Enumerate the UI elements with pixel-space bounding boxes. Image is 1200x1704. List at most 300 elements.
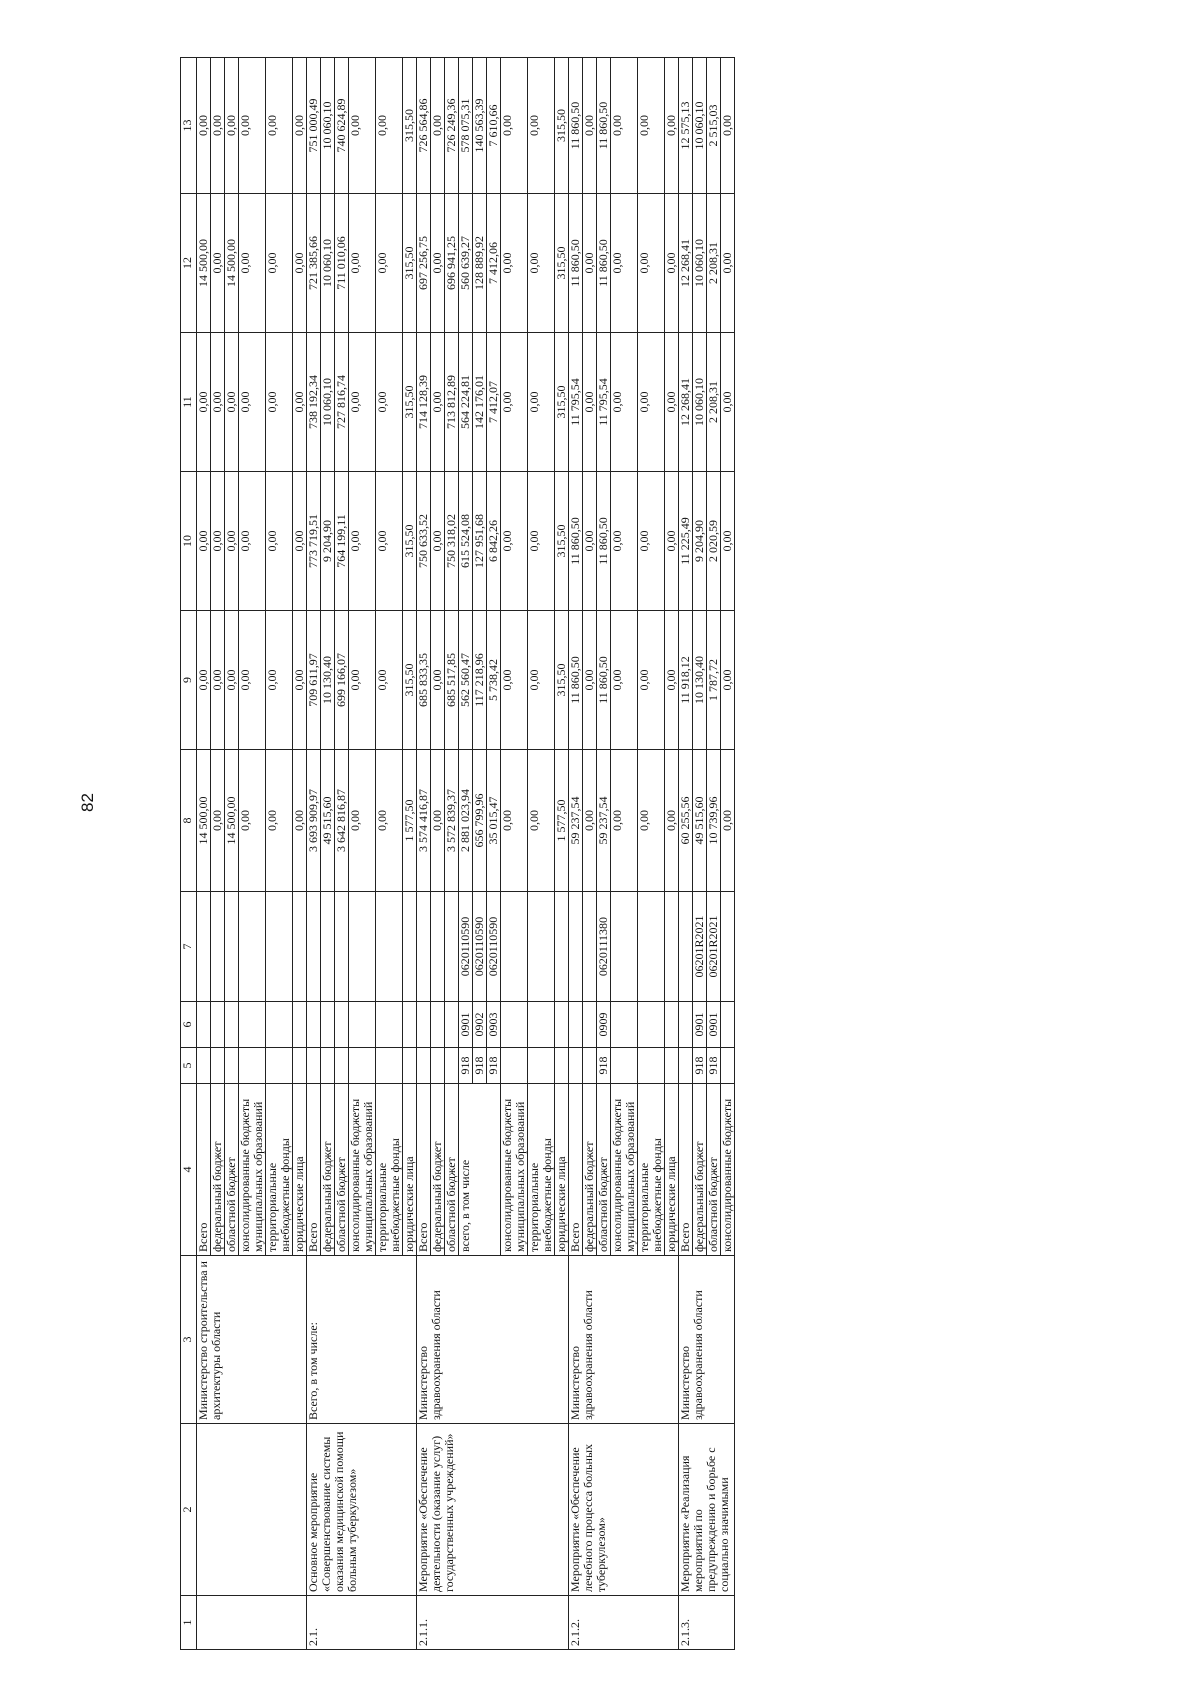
cell-c4: областной бюджет	[707, 1084, 721, 1256]
cell-c6	[431, 1002, 445, 1048]
cell-c8: 0,00	[665, 750, 679, 892]
cell-c4: федеральный бюджет	[321, 1084, 335, 1256]
cell-c10: 9 204,90	[693, 472, 707, 611]
cell-c11: 0,00	[266, 333, 293, 472]
cell-c10: 315,50	[555, 472, 569, 611]
cell-c13: 0,00	[239, 58, 266, 194]
cell-c5	[307, 1048, 321, 1084]
cell-c4: областной бюджет	[597, 1084, 611, 1256]
cell-c8: 0,00	[239, 750, 266, 892]
cell-c8: 2 881 023,94	[459, 750, 473, 892]
cell-c6	[376, 1002, 403, 1048]
cell-c5	[197, 1048, 211, 1084]
cell-c12: 560 639,27	[459, 194, 473, 333]
cell-c11: 12 268,41	[679, 333, 693, 472]
cell-c5	[403, 1048, 417, 1084]
rotated-table-page	[180, 58, 1056, 1650]
cell-c12: 315,50	[403, 194, 417, 333]
cell-c9: 10 130,40	[693, 611, 707, 750]
cell-c9: 0,00	[197, 611, 211, 750]
cell-c5	[445, 1048, 459, 1084]
cell-c9: 0,00	[638, 611, 665, 750]
cell-c9: 0,00	[293, 611, 307, 750]
cell-c13: 0,00	[665, 58, 679, 194]
cell-c8: 0,00	[349, 750, 376, 892]
cell-c1: 2.1.2.	[569, 1596, 679, 1650]
col-header: 6	[181, 1002, 197, 1048]
cell-c11: 11 795,54	[597, 333, 611, 472]
cell-c4: консолидированные бюджеты муниципальных образований	[501, 1084, 528, 1256]
cell-c10: 0,00	[266, 472, 293, 611]
col-header: 5	[181, 1048, 197, 1084]
cell-c9: 117 218,96	[473, 611, 487, 750]
cell-c7	[445, 892, 459, 1002]
cell-c3: Всего, в том числе:	[307, 1256, 417, 1424]
cell-c10: 6 842,26	[487, 472, 501, 611]
cell-c4: консолидированные бюджеты	[721, 1084, 735, 1256]
cell-c5	[321, 1048, 335, 1084]
cell-c10: 0,00	[611, 472, 638, 611]
page-number: 82	[78, 793, 97, 812]
cell-c2: Мероприятие «Обеспечение лечебного процесса больных туберкулезом»	[569, 1424, 679, 1596]
cell-c6	[307, 1002, 321, 1048]
cell-c9: 0,00	[225, 611, 239, 750]
cell-c8: 1 577,50	[403, 750, 417, 892]
cell-c8: 35 015,47	[487, 750, 501, 892]
cell-c8: 3 693 909,97	[307, 750, 321, 892]
col-header: 1	[181, 1596, 197, 1650]
cell-c9: 0,00	[611, 611, 638, 750]
cell-c4: юридические лица	[293, 1084, 307, 1256]
cell-c5: 918	[597, 1048, 611, 1084]
cell-c9: 5 738,42	[487, 611, 501, 750]
cell-c10: 750 633,52	[417, 472, 431, 611]
cell-c10: 0,00	[293, 472, 307, 611]
cell-c11: 0,00	[293, 333, 307, 472]
cell-c10: 0,00	[376, 472, 403, 611]
cell-c5	[239, 1048, 266, 1084]
cell-c3: Министерство здравоохранения области	[679, 1256, 735, 1424]
cell-c6	[528, 1002, 555, 1048]
cell-c12: 12 268,41	[679, 194, 693, 333]
cell-c1: 2.1.	[307, 1596, 417, 1650]
cell-c9: 0,00	[266, 611, 293, 750]
cell-c9: 0,00	[721, 611, 735, 750]
cell-c8: 60 255,56	[679, 750, 693, 892]
cell-c4: территориальные внебюджетные фонды	[266, 1084, 293, 1256]
cell-c5	[721, 1048, 735, 1084]
cell-c8: 0,00	[721, 750, 735, 892]
cell-c2	[197, 1424, 307, 1596]
cell-c4: областной бюджет	[335, 1084, 349, 1256]
cell-c4: областной бюджет	[445, 1084, 459, 1256]
cell-c10: 9 204,90	[321, 472, 335, 611]
cell-c11: 315,50	[555, 333, 569, 472]
cell-c7	[307, 892, 321, 1002]
cell-c13: 315,50	[555, 58, 569, 194]
cell-c10: 764 199,11	[335, 472, 349, 611]
cell-c9: 0,00	[528, 611, 555, 750]
cell-c8: 10 739,96	[707, 750, 721, 892]
cell-c5	[555, 1048, 569, 1084]
cell-c4: Всего	[417, 1084, 431, 1256]
col-header: 13	[181, 58, 197, 194]
cell-c5	[431, 1048, 445, 1084]
cell-c7	[417, 892, 431, 1002]
cell-c8: 656 799,96	[473, 750, 487, 892]
cell-c5	[293, 1048, 307, 1084]
cell-c6	[211, 1002, 225, 1048]
cell-c4: федеральный бюджет	[583, 1084, 597, 1256]
cell-c5	[349, 1048, 376, 1084]
cell-c5	[501, 1048, 528, 1084]
cell-c5	[335, 1048, 349, 1084]
cell-c4: консолидированные бюджеты муниципальных образований	[239, 1084, 266, 1256]
cell-c12: 11 860,50	[569, 194, 583, 333]
cell-c13: 0,00	[266, 58, 293, 194]
cell-c3: Министерство здравоохранения области	[569, 1256, 679, 1424]
cell-c11: 10 060,10	[321, 333, 335, 472]
cell-c6	[239, 1002, 266, 1048]
cell-c12: 0,00	[501, 194, 528, 333]
cell-c11: 0,00	[197, 333, 211, 472]
cell-c5	[211, 1048, 225, 1084]
cell-c12: 0,00	[239, 194, 266, 333]
col-header: 3	[181, 1256, 197, 1424]
cell-c6	[445, 1002, 459, 1048]
cell-c9: 1 787,72	[707, 611, 721, 750]
cell-c13: 751 000,49	[307, 58, 321, 194]
cell-c7	[431, 892, 445, 1002]
cell-c5	[225, 1048, 239, 1084]
cell-c12: 10 060,10	[693, 194, 707, 333]
cell-c8: 0,00	[431, 750, 445, 892]
table-row	[417, 58, 431, 1650]
cell-c7	[569, 892, 583, 1002]
cell-c10: 615 524,08	[459, 472, 473, 611]
cell-c7	[638, 892, 665, 1002]
cell-c13: 11 860,50	[569, 58, 583, 194]
cell-c12: 14 500,00	[197, 194, 211, 333]
cell-c10: 2 020,59	[707, 472, 721, 611]
cell-c10: 750 318,02	[445, 472, 459, 611]
cell-c11: 0,00	[528, 333, 555, 472]
cell-c13: 0,00	[501, 58, 528, 194]
cell-c6	[665, 1002, 679, 1048]
cell-c11: 0,00	[349, 333, 376, 472]
cell-c13: 0,00	[349, 58, 376, 194]
cell-c9: 709 611,97	[307, 611, 321, 750]
budget-table	[180, 57, 735, 1650]
cell-c6	[266, 1002, 293, 1048]
cell-c12: 696 941,25	[445, 194, 459, 333]
cell-c10: 11 860,50	[597, 472, 611, 611]
cell-c5	[417, 1048, 431, 1084]
cell-c8: 0,00	[501, 750, 528, 892]
cell-c11: 0,00	[721, 333, 735, 472]
cell-c6	[721, 1002, 735, 1048]
cell-c11: 0,00	[376, 333, 403, 472]
cell-c4: юридические лица	[403, 1084, 417, 1256]
cell-c4: федеральный бюджет	[693, 1084, 707, 1256]
cell-c10: 0,00	[239, 472, 266, 611]
cell-c5: 918	[487, 1048, 501, 1084]
cell-c7	[555, 892, 569, 1002]
cell-c10: 11 860,50	[569, 472, 583, 611]
cell-c6	[349, 1002, 376, 1048]
cell-c12: 0,00	[431, 194, 445, 333]
cell-c8: 49 515,60	[693, 750, 707, 892]
cell-c9: 315,50	[555, 611, 569, 750]
cell-c7	[679, 892, 693, 1002]
cell-c6: 0909	[597, 1002, 611, 1048]
cell-c8: 14 500,00	[225, 750, 239, 892]
cell-c5	[528, 1048, 555, 1084]
cell-c6	[555, 1002, 569, 1048]
cell-c12: 10 060,10	[321, 194, 335, 333]
cell-c8: 14 500,00	[197, 750, 211, 892]
cell-c12: 0,00	[376, 194, 403, 333]
cell-c9: 0,00	[501, 611, 528, 750]
cell-c10: 0,00	[501, 472, 528, 611]
cell-c10: 0,00	[225, 472, 239, 611]
cell-c12: 0,00	[611, 194, 638, 333]
cell-c9: 11 918,12	[679, 611, 693, 750]
cell-c1	[197, 1596, 307, 1650]
cell-c4: территориальные внебюджетные фонды	[376, 1084, 403, 1256]
cell-c6: 0901	[693, 1002, 707, 1048]
cell-c10: 773 719,51	[307, 472, 321, 611]
cell-c6	[335, 1002, 349, 1048]
cell-c11: 7 412,07	[487, 333, 501, 472]
cell-c7: 0620110590	[487, 892, 501, 1002]
cell-c11: 0,00	[611, 333, 638, 472]
cell-c13: 315,50	[403, 58, 417, 194]
cell-c13: 0,00	[528, 58, 555, 194]
col-header: 7	[181, 892, 197, 1002]
cell-c2: Мероприятие «Реализация мероприятий по предупреждению и борьбе с социально значимыми	[679, 1424, 735, 1596]
cell-c12: 721 385,66	[307, 194, 321, 333]
cell-c8: 59 237,54	[597, 750, 611, 892]
cell-c13: 0,00	[721, 58, 735, 194]
cell-c4: территориальные внебюджетные фонды	[638, 1084, 665, 1256]
cell-c7	[197, 892, 211, 1002]
cell-c8: 0,00	[376, 750, 403, 892]
cell-c11: 10 060,10	[693, 333, 707, 472]
cell-c11: 0,00	[501, 333, 528, 472]
cell-c5	[266, 1048, 293, 1084]
cell-c5: 918	[693, 1048, 707, 1084]
cell-c7: 0620110590	[459, 892, 473, 1002]
cell-c8: 0,00	[583, 750, 597, 892]
cell-c6	[321, 1002, 335, 1048]
cell-c7	[266, 892, 293, 1002]
cell-c7	[721, 892, 735, 1002]
cell-c4: федеральный бюджет	[431, 1084, 445, 1256]
cell-c11: 714 128,39	[417, 333, 431, 472]
cell-c2: Мероприятие «Обеспечение деятельности (оказание услуг) государственных учреждений»	[417, 1424, 569, 1596]
cell-c11: 2 208,31	[707, 333, 721, 472]
cell-c13: 10 060,10	[321, 58, 335, 194]
cell-c1: 2.1.3.	[679, 1596, 735, 1650]
cell-c5	[569, 1048, 583, 1084]
cell-c12: 0,00	[665, 194, 679, 333]
cell-c6	[403, 1002, 417, 1048]
cell-c6: 0902	[473, 1002, 487, 1048]
cell-c13: 0,00	[431, 58, 445, 194]
cell-c5	[611, 1048, 638, 1084]
cell-c12: 0,00	[721, 194, 735, 333]
cell-c11: 727 816,74	[335, 333, 349, 472]
cell-c8: 0,00	[266, 750, 293, 892]
cell-c7	[211, 892, 225, 1002]
cell-c7	[293, 892, 307, 1002]
col-header: 2	[181, 1424, 197, 1596]
cell-c1: 2.1.1.	[417, 1596, 569, 1650]
cell-c4: юридические лица	[555, 1084, 569, 1256]
cell-c12: 7 412,06	[487, 194, 501, 333]
cell-c9: 699 166,07	[335, 611, 349, 750]
cell-c4: Всего	[679, 1084, 693, 1256]
cell-c3: Министерство строительства и архитектуры области	[197, 1256, 307, 1424]
cell-c5: 918	[473, 1048, 487, 1084]
cell-c5: 918	[707, 1048, 721, 1084]
cell-c8: 0,00	[611, 750, 638, 892]
cell-c11: 713 812,89	[445, 333, 459, 472]
cell-c7	[528, 892, 555, 1002]
cell-c7	[665, 892, 679, 1002]
col-header: 11	[181, 333, 197, 472]
cell-c13: 11 860,50	[597, 58, 611, 194]
cell-c7	[321, 892, 335, 1002]
cell-c10: 11 225,49	[679, 472, 693, 611]
cell-c13: 0,00	[376, 58, 403, 194]
cell-c7	[376, 892, 403, 1002]
cell-c9: 0,00	[665, 611, 679, 750]
cell-c12: 0,00	[638, 194, 665, 333]
cell-c4: Всего	[197, 1084, 211, 1256]
cell-c12: 711 010,06	[335, 194, 349, 333]
cell-c9: 0,00	[376, 611, 403, 750]
cell-c13: 10 060,10	[693, 58, 707, 194]
cell-c13: 140 563,39	[473, 58, 487, 194]
cell-c12: 0,00	[528, 194, 555, 333]
cell-c7: 0620111380	[597, 892, 611, 1002]
table-body	[197, 58, 735, 1650]
cell-c13: 0,00	[638, 58, 665, 194]
table-row	[307, 58, 321, 1650]
cell-c7: 06201R2021	[693, 892, 707, 1002]
col-header: 4	[181, 1084, 197, 1256]
cell-c13: 0,00	[293, 58, 307, 194]
cell-c4: юридические лица	[665, 1084, 679, 1256]
cell-c6	[611, 1002, 638, 1048]
cell-c6	[679, 1002, 693, 1048]
cell-c4: областной бюджет	[225, 1084, 239, 1256]
cell-c12: 11 860,50	[597, 194, 611, 333]
cell-c12: 0,00	[349, 194, 376, 333]
cell-c13: 0,00	[211, 58, 225, 194]
cell-c7: 06201R2021	[707, 892, 721, 1002]
cell-c11: 0,00	[225, 333, 239, 472]
cell-c8: 0,00	[293, 750, 307, 892]
cell-c12: 697 256,75	[417, 194, 431, 333]
cell-c4: Всего	[307, 1084, 321, 1256]
cell-c8: 59 237,54	[569, 750, 583, 892]
cell-c6: 0903	[487, 1002, 501, 1048]
cell-c11: 0,00	[431, 333, 445, 472]
cell-c8: 0,00	[528, 750, 555, 892]
cell-c8: 3 572 839,37	[445, 750, 459, 892]
cell-c12: 0,00	[583, 194, 597, 333]
cell-c10: 0,00	[197, 472, 211, 611]
cell-c6	[197, 1002, 211, 1048]
cell-c7	[403, 892, 417, 1002]
cell-c12: 0,00	[293, 194, 307, 333]
cell-c13: 2 515,03	[707, 58, 721, 194]
cell-c13: 0,00	[197, 58, 211, 194]
cell-c11: 142 176,01	[473, 333, 487, 472]
cell-c10: 0,00	[665, 472, 679, 611]
cell-c10: 0,00	[528, 472, 555, 611]
column-header-row	[181, 58, 197, 1650]
cell-c4: консолидированные бюджеты муниципальных образований	[349, 1084, 376, 1256]
cell-c10: 0,00	[431, 472, 445, 611]
cell-c3: Министерство здравоохранения области	[417, 1256, 569, 1424]
cell-c11: 0,00	[211, 333, 225, 472]
cell-c7	[583, 892, 597, 1002]
cell-c6	[569, 1002, 583, 1048]
cell-c9: 315,50	[403, 611, 417, 750]
cell-c8: 49 515,60	[321, 750, 335, 892]
cell-c11: 315,50	[403, 333, 417, 472]
cell-c9: 0,00	[239, 611, 266, 750]
cell-c11: 11 795,54	[569, 333, 583, 472]
cell-c5	[638, 1048, 665, 1084]
cell-c10: 0,00	[583, 472, 597, 611]
cell-c11: 0,00	[638, 333, 665, 472]
cell-c4: федеральный бюджет	[211, 1084, 225, 1256]
cell-c9: 0,00	[349, 611, 376, 750]
col-header: 10	[181, 472, 197, 611]
cell-c12: 14 500,00	[225, 194, 239, 333]
col-header: 12	[181, 194, 197, 333]
cell-c5	[665, 1048, 679, 1084]
cell-c7: 0620110590	[473, 892, 487, 1002]
cell-c13: 726 249,36	[445, 58, 459, 194]
cell-c13: 0,00	[225, 58, 239, 194]
cell-c6	[583, 1002, 597, 1048]
cell-c9: 685 833,35	[417, 611, 431, 750]
table-row	[569, 58, 583, 1650]
cell-c9: 0,00	[431, 611, 445, 750]
cell-c7	[349, 892, 376, 1002]
cell-c2: Основное мероприятие «Совершенствование системы оказания медицинской помощи больным туберкулезом»	[307, 1424, 417, 1596]
cell-c6	[501, 1002, 528, 1048]
cell-c13: 726 564,86	[417, 58, 431, 194]
cell-c13: 7 610,66	[487, 58, 501, 194]
cell-c9: 11 860,50	[597, 611, 611, 750]
cell-c12: 0,00	[211, 194, 225, 333]
cell-c10: 0,00	[211, 472, 225, 611]
cell-c8: 0,00	[211, 750, 225, 892]
cell-c10: 127 951,68	[473, 472, 487, 611]
cell-c12: 128 889,92	[473, 194, 487, 333]
cell-c11: 0,00	[665, 333, 679, 472]
cell-c9: 562 560,47	[459, 611, 473, 750]
cell-c5	[583, 1048, 597, 1084]
cell-c13: 12 575,13	[679, 58, 693, 194]
